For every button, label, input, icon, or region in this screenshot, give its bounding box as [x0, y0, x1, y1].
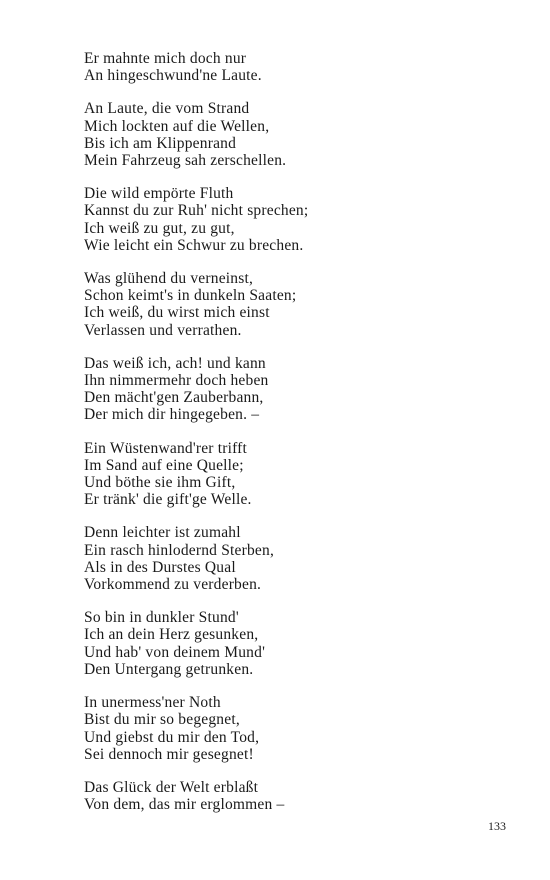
poem-line: Das Glück der Welt erblaßt: [84, 778, 259, 796]
poem-line: Was glühend du verneinst,: [84, 270, 254, 288]
stanza: [84, 609, 504, 678]
poem-line: Vorkommend zu verderben.: [84, 576, 262, 594]
poem-line: Er tränk' die gift'ge Welle.: [84, 491, 252, 509]
poem-line: Denn leichter ist zumahl: [84, 524, 241, 542]
poem-line: Bis ich am Klippenrand: [84, 134, 237, 152]
poem-line: Ich weiß zu gut, zu gut,: [84, 219, 235, 237]
page-number: 133: [488, 819, 506, 833]
poem-line: Das weiß ich, ach! und kann: [84, 354, 266, 372]
poem-line: Den mächt'gen Zauberbann,: [84, 389, 264, 407]
poem-line: Wie leicht ein Schwur zu brechen.: [84, 236, 304, 254]
poem-line: Im Sand auf eine Quelle;: [84, 456, 244, 474]
poem-line: Von dem, das mir erglommen –: [84, 796, 285, 814]
poem-line: In unermess'ner Noth: [84, 694, 221, 712]
stanza: [84, 524, 504, 593]
poem-line: Verlassen und verrathen.: [84, 321, 242, 339]
poem-text: [84, 50, 504, 829]
stanza: [84, 185, 504, 254]
poem-line: Und hab' von deinem Mund': [84, 643, 266, 661]
poem-line: Kannst du zur Ruh' nicht sprechen;: [84, 202, 309, 220]
poem-line: So bin in dunkler Stund': [84, 609, 239, 627]
stanza: [84, 440, 504, 509]
poem-line: Der mich dir hingegeben. –: [84, 406, 260, 424]
stanza: [84, 270, 504, 339]
stanza: [84, 100, 504, 169]
poem-line: Mich lockten auf die Wellen,: [84, 117, 270, 135]
poem-line: Sei dennoch mir gesegnet!: [84, 745, 254, 763]
poem-line: Den Untergang getrunken.: [84, 660, 254, 678]
poem-line: Mein Fahrzeug sah zerschellen.: [84, 152, 287, 170]
poem-line: Bist du mir so begegnet,: [84, 711, 240, 729]
poem-line: Die wild empörte Fluth: [84, 185, 234, 203]
poem-line: Er mahnte mich doch nur: [84, 50, 247, 67]
poem-line: Ein Wüstenwand'rer trifft: [84, 439, 248, 457]
stanza: [84, 355, 504, 424]
poem-line: Ihn nimmermehr doch heben: [84, 372, 269, 390]
poem-line: Und böthe sie ihm Gift,: [84, 474, 236, 492]
poem-line: Ich an dein Herz gesunken,: [84, 626, 259, 644]
poem-line: An hingeschwund'ne Laute.: [84, 67, 262, 85]
poem-line: An Laute, die vom Strand: [84, 100, 250, 118]
poem-line: Und giebst du mir den Tod,: [84, 728, 260, 746]
poem-line: Ein rasch hinlodernd Sterben,: [84, 541, 275, 559]
poem-line: Schon keimt's in dunkeln Saaten;: [84, 287, 297, 305]
poem-line: Ich weiß, du wirst mich einst: [84, 304, 270, 322]
stanza: [84, 779, 504, 813]
poem-line: Als in des Durstes Qual: [84, 558, 236, 576]
stanza: [84, 694, 504, 763]
stanza: [84, 50, 504, 84]
